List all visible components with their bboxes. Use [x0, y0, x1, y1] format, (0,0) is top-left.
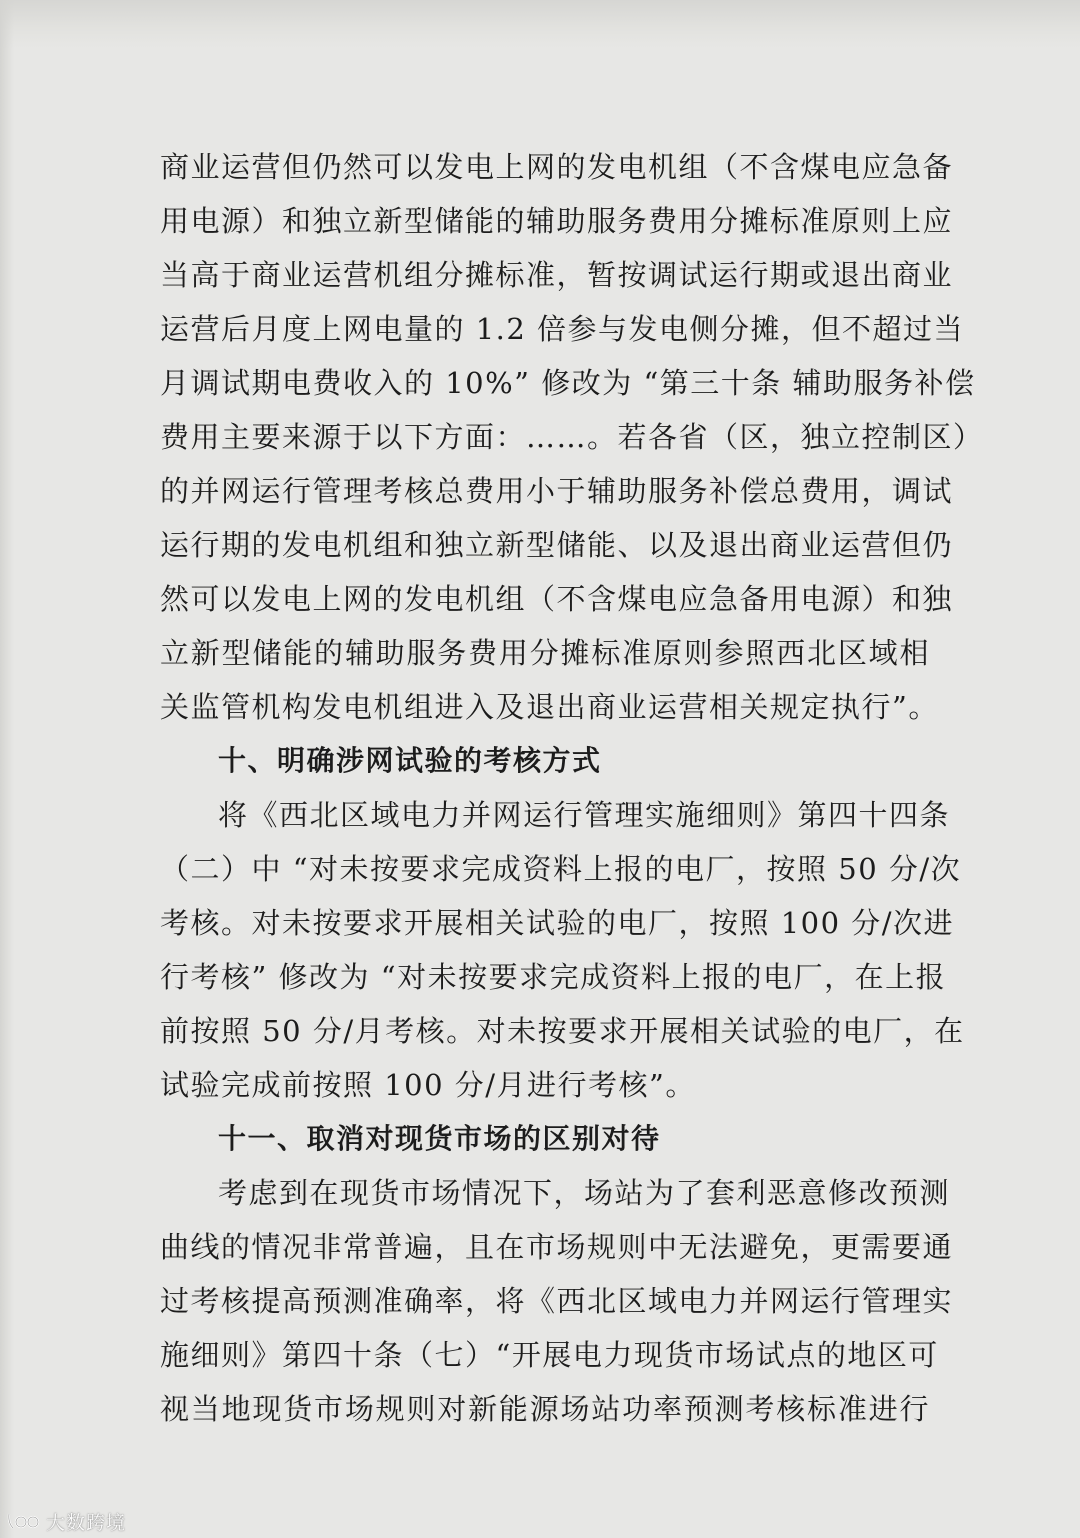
- document-body: [160, 140, 984, 1436]
- text-line: 考虑到在现货市场情况下，场站为了套利恶意修改预测: [218, 1176, 951, 1210]
- text-line: 立新型储能的辅助服务费用分摊标准原则参照西北区域相: [160, 636, 930, 670]
- watermark-text: 大数跨境: [46, 1511, 127, 1534]
- text-line: 过考核提高预测准确率，将《西北区域电力并网运行管理实: [160, 1284, 954, 1318]
- paragraph-continued: [160, 140, 984, 734]
- text-line: 将《西北区域电力并网运行管理实施细则》第四十四条: [218, 798, 951, 832]
- text-line: 关监管机构发电机组进入及退出商业运营相关规定执行”。: [160, 690, 939, 724]
- watermark: [6, 1508, 126, 1534]
- text-line: 运行期的发电机组和独立新型储能、以及退出商业运营但仍: [160, 528, 954, 562]
- scan-shadow-left: [0, 0, 14, 1538]
- text-line: 考核。对未按要求开展相关试验的电厂，按照 100 分/次进: [160, 906, 955, 940]
- text-line: 月调试期电费收入的 10%” 修改为 “第三十条 辅助服务补偿: [160, 366, 976, 400]
- watermark-logo-icon: [6, 1511, 40, 1531]
- text-line: 然可以发电上网的发电机组（不含煤电应急备用电源）和独: [160, 582, 954, 616]
- paragraph-section-10: [160, 788, 965, 1112]
- text-line: 视当地现货市场规则对新能源场站功率预测考核标准进行: [160, 1392, 930, 1426]
- text-line: 运营后月度上网电量的 1.2 倍参与发电侧分摊，但不超过当: [160, 312, 965, 346]
- text-line: 施细则》第四十条（七）“开展电力现货市场试点的地区可: [160, 1338, 939, 1372]
- text-line: 曲线的情况非常普遍，且在市场规则中无法避免，更需要通: [160, 1230, 954, 1264]
- text-line: 当高于商业运营机组分摊标准，暂按调试运行期或退出商业: [160, 258, 954, 292]
- text-line: 用电源）和独立新型储能的辅助服务费用分摊标准原则上应: [160, 204, 954, 238]
- text-line: 的并网运行管理考核总费用小于辅助服务补偿总费用，调试: [160, 474, 954, 508]
- text-line: 前按照 50 分/月考核。对未按要求开展相关试验的电厂，在: [160, 1014, 965, 1048]
- text-line: 费用主要来源于以下方面：……。若各省（区，独立控制区）: [160, 420, 984, 454]
- paragraph-section-11: [160, 1166, 954, 1436]
- text-line: 行考核” 修改为 “对未按要求完成资料上报的电厂，在上报: [160, 960, 947, 994]
- section-heading-10: 十、明确涉网试验的考核方式: [218, 744, 602, 777]
- text-line: （二）中 “对未按要求完成资料上报的电厂，按照 50 分/次: [160, 852, 962, 886]
- section-heading-11: 十一、取消对现货市场的区别对待: [218, 1122, 661, 1155]
- scan-shadow-top: [0, 0, 1080, 48]
- text-line: 试验完成前按照 100 分/月进行考核”。: [160, 1068, 696, 1102]
- text-line: 商业运营但仍然可以发电上网的发电机组（不含煤电应急备: [160, 150, 954, 184]
